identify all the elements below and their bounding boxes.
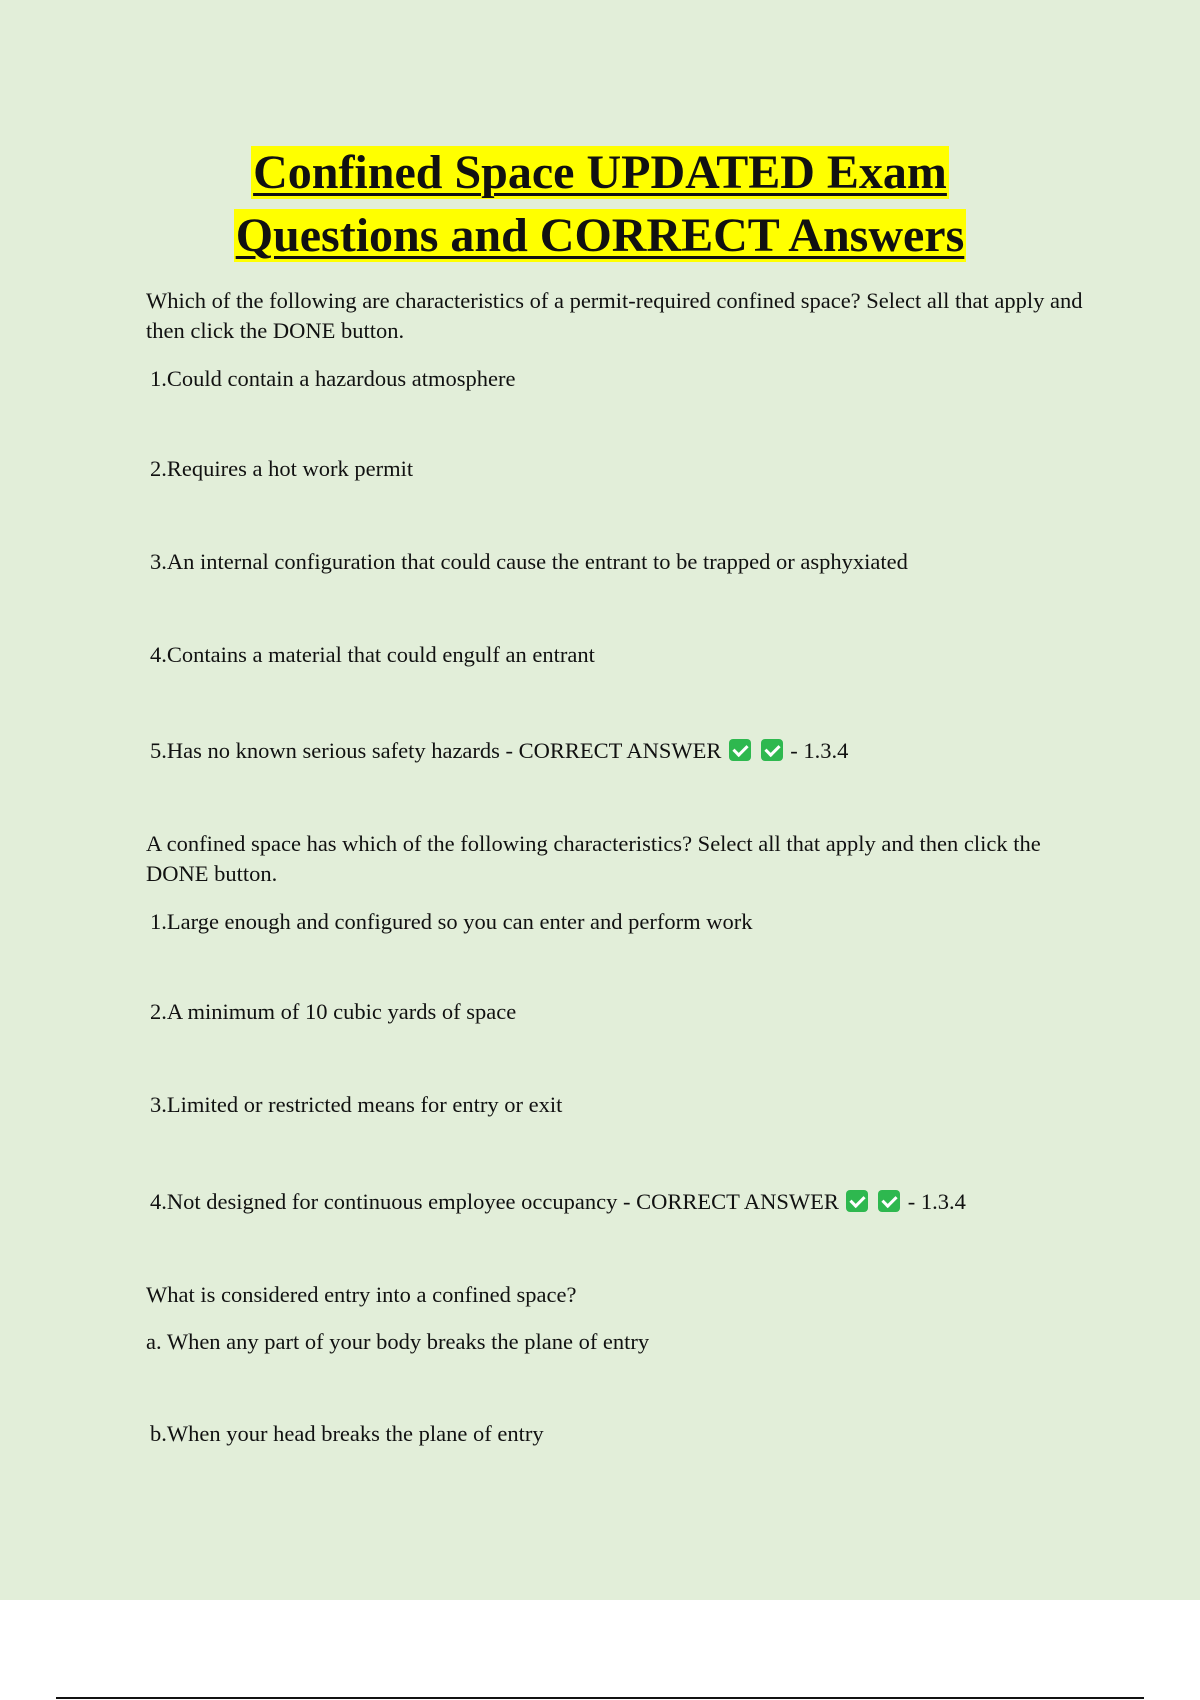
question-1-option-1: 1.Could contain a hazardous atmosphere	[150, 366, 516, 391]
question-1-answer: - 1.3.4	[790, 738, 849, 763]
question-3-option-b: b.When your head breaks the plane of entry	[150, 1421, 544, 1446]
document-title-line-2: Questions and CORRECT Answers	[235, 209, 965, 262]
question-2-answer: - 1.3.4	[907, 1189, 966, 1214]
check-box-icon	[878, 1190, 900, 1212]
document-title-line-1: Confined Space UPDATED Exam	[253, 146, 947, 199]
question-1-text: Which of the following are characteristics of a permit-required confined space? Select all that apply and then click the DONE button.	[146, 288, 1083, 343]
check-box-icon	[729, 739, 751, 761]
question-3-option-a: a. When any part of your body breaks the plane of entry	[146, 1329, 650, 1354]
question-2-option-2: 2.A minimum of 10 cubic yards of space	[150, 999, 517, 1024]
check-box-icon	[846, 1190, 868, 1212]
check-box-icon	[761, 739, 783, 761]
question-2-text: A confined space has which of the following characteristics? Select all that apply and then click the DONE button.	[146, 831, 1041, 886]
question-1-option-2: 2.Requires a hot work permit	[150, 456, 414, 481]
question-1-option-3: 3.An internal configuration that could cause the entrant to be trapped or asphyxiated	[150, 549, 908, 574]
question-2-option-4: 4.Not designed for continuous employee occupancy - CORRECT ANSWER	[150, 1189, 839, 1214]
question-2-option-1: 1.Large enough and configured so you can enter and perform work	[150, 909, 753, 934]
question-2-option-4-line	[150, 1187, 966, 1217]
page-footer-rule	[56, 1697, 1144, 1699]
question-1-option-5-line	[150, 736, 848, 766]
question-1-option-5: 5.Has no known serious safety hazards - CORRECT ANSWER	[150, 738, 722, 763]
question-3-text: What is considered entry into a confined space?	[146, 1282, 577, 1307]
question-2-option-3: 3.Limited or restricted means for entry or exit	[150, 1092, 563, 1117]
question-1-option-4: 4.Contains a material that could engulf an entrant	[150, 642, 595, 667]
